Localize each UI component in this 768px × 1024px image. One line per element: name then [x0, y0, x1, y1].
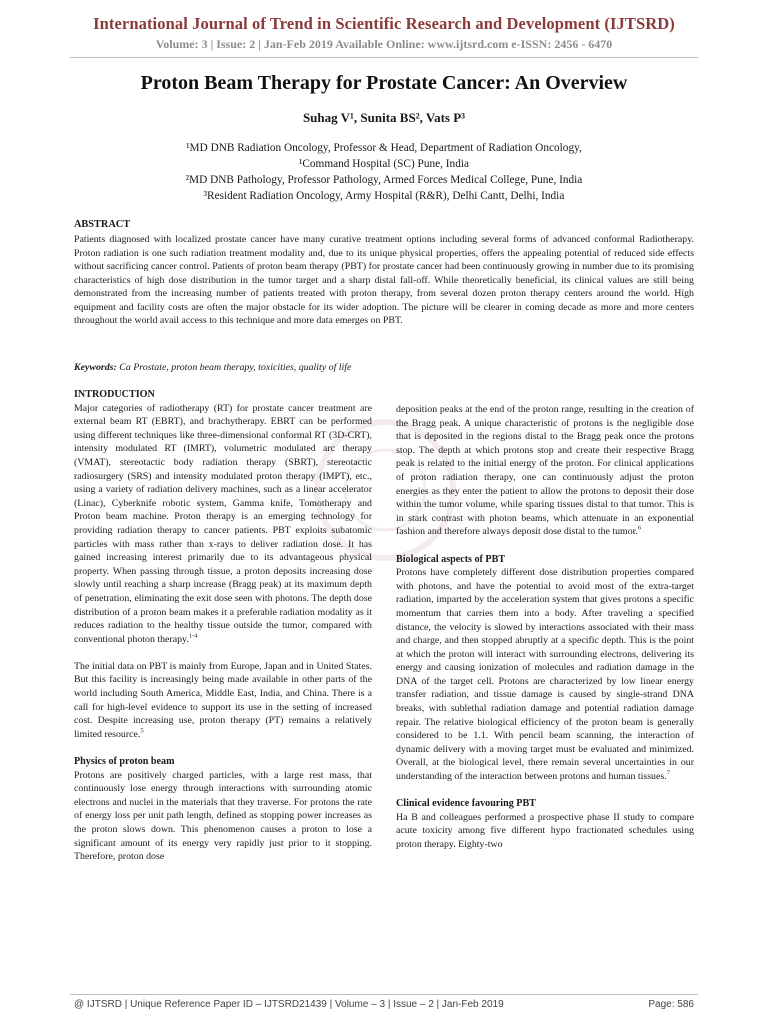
page-number: Page: 586: [648, 999, 694, 1010]
right-column: [396, 403, 694, 865]
paragraph: [396, 403, 694, 539]
journal-volume-line: Volume: 3 | Issue: 2 | Jan-Feb 2019 Available Online: www.ijtsrd.com e-ISSN: 2456 - 6470: [155, 37, 613, 51]
footer-rule: [70, 994, 698, 995]
paragraph-text: deposition peaks at the end of the proton range, resulting in the creation of the Bragg peak. A unique characteristic of protons is the negligible dose that is deposited in the regions distal to the Bragg peak once the protons stop. The depth at which protons stop and create their respective Bragg peak is related to the initial energy of the proton. For clinical applications of proton radiation therapy, one can continuously adjust the proton energies as they enter the patient to allow the protons to deposit their dose within the tumor volume, while sparing tissues distal to that tumor. This is in stark contrast with photon beams, which attenuate in an exponential fashion and therefore always deposit dose distal to the tumor.: [396, 404, 694, 538]
paper-title: Proton Beam Therapy for Prostate Cancer: An Overview: [140, 72, 628, 94]
affiliation-line: ³Resident Radiation Oncology, Army Hospital (R&R), Delhi Cantt, Delhi, India: [203, 190, 565, 202]
abstract-heading: ABSTRACT: [74, 219, 131, 230]
section-heading-clinical: Clinical evidence favouring PBT: [396, 798, 536, 810]
paragraph: Ha B and colleagues performed a prospective phase II study to compare acute toxicity among five different hypo fractionated schedules using proton therapy. Eighty-two: [396, 811, 694, 850]
citation: 5: [140, 727, 144, 735]
paragraph-text: The initial data on PBT is mainly from Europe, Japan and in United States. But this facility is increasingly being made available in other parts of the world including South America, Middle East, India, and China. There is a call for high-level evidence to support its use in the setting of increased cost. Despite increasing use, proton therapy (PT) remains a relatively limited resource.: [74, 660, 372, 740]
footer-citation: @ IJTSRD | Unique Reference Paper ID – IJTSRD21439 | Volume – 3 | Issue – 2 | Jan-Feb 2019: [74, 999, 504, 1010]
affiliation-line: ¹Command Hospital (SC) Pune, India: [298, 158, 469, 170]
keywords-label: Keywords:: [74, 362, 117, 373]
abstract-body: Patients diagnosed with localized prostate cancer have many curative treatment options including several forms of advanced conformal Radiotherapy. Proton radiation is one such radiation treatment modality and, due to its unique physical properties, offers the appealing potential of reduced side effects without sacrificing cancer control. Patients of proton beam therapy (PBT) for prostate cancer had been continuously growing in number due to its promising characteristics of high dose distribution in the tumor target and a sharp distal fall-off. While theoretically beneficial, its clinical values are still being demonstrated from the increasing number of patients treated with proton therapy, from several dozen proton therapy centers around the world. High equipment and facility costs are often the major obstacle for its wider adoption. The picture will be clearer in coming decade as more and more centers throughout the world avail access to this technique and more data emerges on PBT.: [74, 234, 694, 326]
citation: 7: [666, 769, 670, 777]
section-heading-physics: Physics of proton beam: [74, 756, 175, 768]
paragraph: [74, 660, 372, 742]
paragraph: [74, 402, 372, 647]
author-list: Suhag V¹, Sunita BS², Vats P³: [302, 110, 466, 125]
affiliation-line: ¹MD DNB Radiation Oncology, Professor & Head, Department of Radiation Oncology,: [186, 142, 582, 154]
section-heading-introduction: INTRODUCTION: [74, 389, 155, 400]
citation: 1-4: [188, 632, 198, 640]
journal-title: International Journal of Trend in Scientific Research and Development (IJTSRD): [93, 14, 675, 33]
affiliation-line: ²MD DNB Pathology, Professor Pathology, Armed Forces Medical College, Pune, India: [185, 174, 583, 186]
keywords-text: Ca Prostate, proton beam therapy, toxicities, quality of life: [119, 362, 352, 373]
section-heading-biological: Biological aspects of PBT: [396, 553, 506, 565]
paragraph: [396, 566, 694, 784]
keywords: [74, 362, 694, 373]
affiliations: [0, 140, 768, 204]
left-column: [74, 388, 372, 877]
paragraph: Protons are positively charged particles, with a large rest mass, that continuously lose energy through interactions with surrounding atomic electrons and nuclei in the materials that they traverse. For protons the rate of energy loss per unit path length, defined as stopping power increases as the proton slows down. This phenomenon causes a proton to lose a significant amount of its energy very rapidly just prior to it stopping. Therefore, proton dose: [74, 769, 372, 863]
paragraph-text: Protons have completely different dose distribution properties compared with photons, and have the potential to avoid most of the extra-target radiation, imparted by the acceleration system that gives protons a specific momentum that carries them into a body. After traveling a specified distance, the velocity is slowed by interactions associated with their mass and charge, and then stopped abruptly at a specific depth. This is the point at which the proton will interact with surrounding electrons, delivering its energy and causing ionization of molecules and radiation damage in the DNA of the target cell. Protons are characterized by low linear energy transfer radiation, and tissue damage is caused by single-strand DNA breaks, with sublethal radiation damage and potential radiation damage repair. The relative biological efficiency of the proton beam is generally considered to be 1.1. With pencil beam scanning, the interaction of dynamic delivery with a moving target must be evaluated and minimized. Overall, at the biological level, there remain several uncertainties in our understanding of the interaction between protons and human tissues.: [396, 567, 694, 783]
header-rule: [70, 57, 698, 58]
citation: 6: [637, 525, 642, 533]
paragraph-text: Major categories of radiotherapy (RT) for prostate cancer treatment are external beam RT (EBRT), and brachytherapy. EBRT can be performed using different techniques like three-dimensional conformal RT (3D-CRT), intensity modulated RT (IMRT), volumetric modulated arc therapy (VMAT), stereotactic body radiation therapy (SBRT), stereotactic radiosurgery (SRS) and intensity modulated proton therapy (IMPT), etc., using a variety of radiation delivery machines, such as a linear accelerator (Linac), Cyberknife robotic system, Gamma knife, Tomotherapy and Proton beam machine. Proton therapy is an emerging technology for providing radiation therapy to cancer patients. PBT exploits subatomic particles with mass rather than x-rays to deliver radiation dose. It has gained increasing interest primarily due to its advantageous physical property. When passing through tissue, a proton deposits increasing dose slowly until reaching a sharp increase (Bragg peak) at its maximum depth of penetration, eliminating the exit dose seen with photons. The depth dose distribution of a proton beam makes it a preferable radiation modality as it reduces radiation to the healthy tissue outside the tumor, compared with conventional photon therapy.: [74, 402, 372, 645]
